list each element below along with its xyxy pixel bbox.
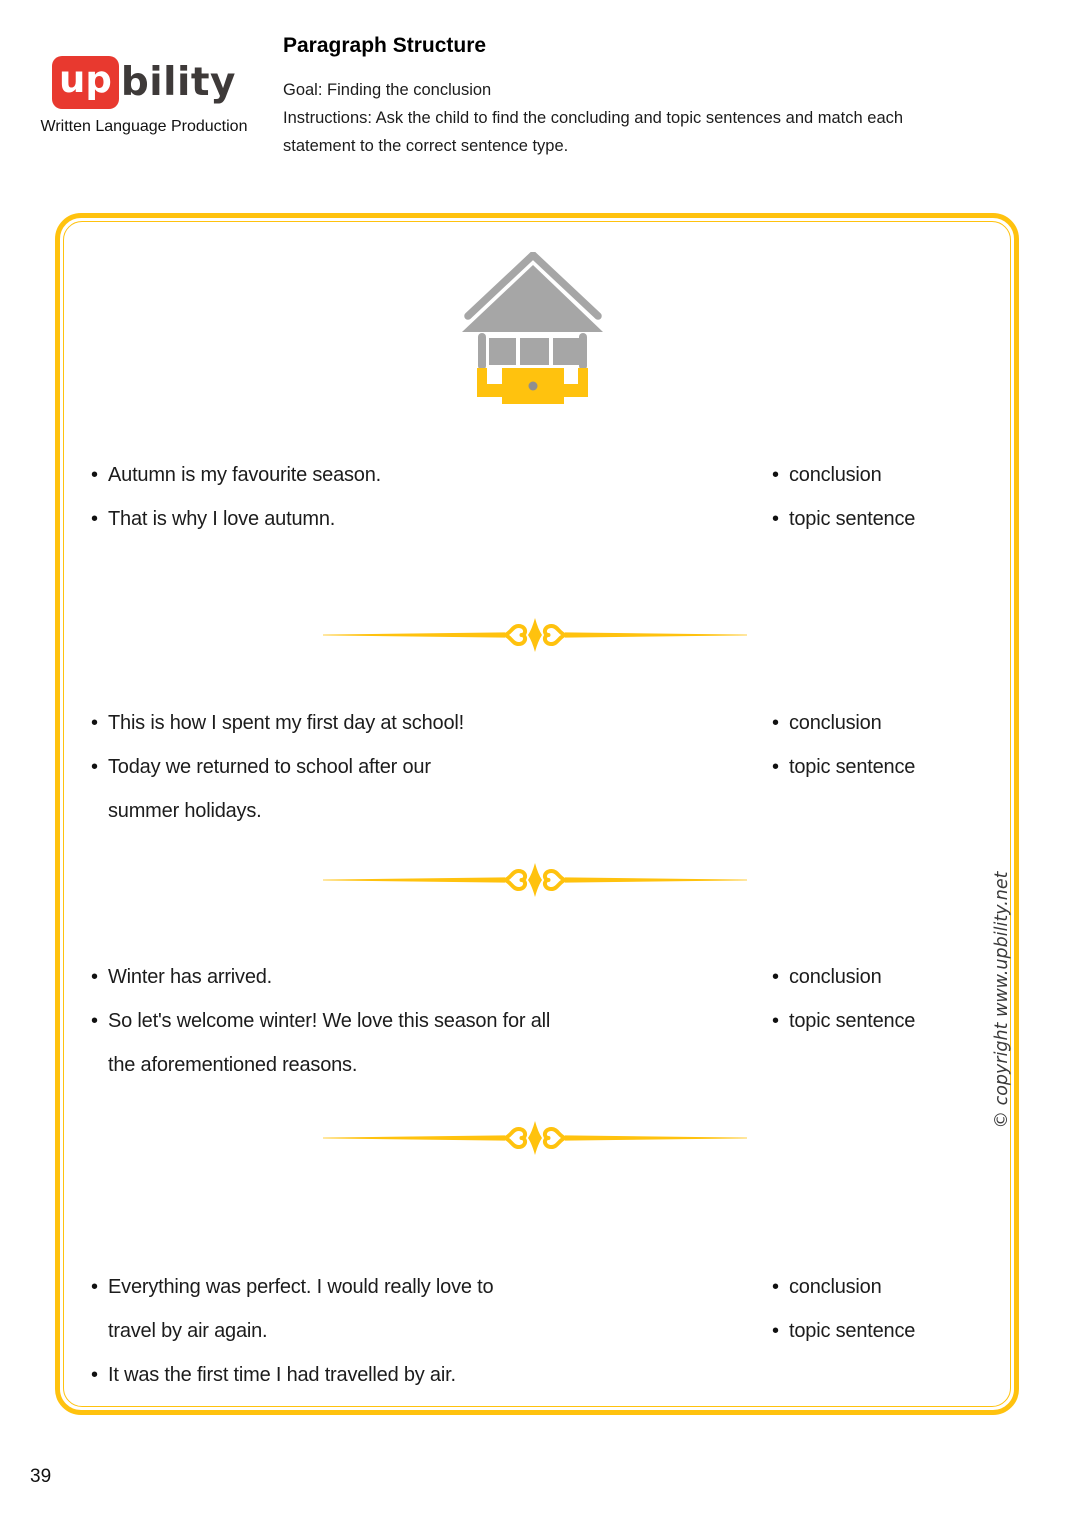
option-label: topic sentence (789, 1320, 916, 1342)
statement-list (91, 955, 691, 1087)
statement-line: summer holidays. (108, 800, 262, 822)
statement-line: travel by air again. (108, 1320, 268, 1342)
statement-line: So let's welcome winter! We love this season for all (108, 1010, 551, 1032)
statement-line: That is why I love autumn. (108, 508, 336, 530)
option-conclusion[interactable] (772, 701, 1007, 745)
bullet-icon: • (91, 464, 99, 486)
option-conclusion[interactable] (772, 1265, 1007, 1309)
brand-subtitle: Written Language Production (40, 118, 248, 135)
page-number: 39 (30, 1466, 52, 1487)
option-label: conclusion (789, 712, 882, 734)
option-topic-sentence[interactable] (772, 497, 1007, 541)
option-label: topic sentence (789, 756, 916, 778)
statement-item[interactable] (91, 453, 691, 497)
instructions-line: Instructions: Ask the child to find the concluding and topic sentences and match each (283, 109, 904, 127)
option-topic-sentence[interactable] (772, 745, 1007, 789)
statement-line: This is how I spent my first day at school! (108, 712, 464, 734)
statement-item[interactable] (91, 497, 691, 541)
statement-list (91, 1265, 691, 1397)
bullet-icon: • (772, 1276, 780, 1298)
option-conclusion[interactable] (772, 453, 1007, 497)
bullet-icon: • (772, 712, 780, 734)
bullet-icon: • (91, 966, 99, 988)
option-label: conclusion (789, 1276, 882, 1298)
statement-item[interactable] (91, 999, 691, 1087)
statement-item[interactable] (91, 955, 691, 999)
bullet-icon: • (772, 966, 780, 988)
divider-ornament (323, 860, 747, 900)
header-text (283, 32, 1013, 160)
instructions-line: statement to the correct sentence type. (283, 137, 569, 155)
option-list (772, 453, 1007, 541)
option-topic-sentence[interactable] (772, 999, 1007, 1043)
statement-item[interactable] (91, 1353, 691, 1397)
bullet-icon: • (772, 464, 780, 486)
upbility-logo (28, 56, 260, 109)
page-title: Paragraph Structure (283, 34, 487, 57)
option-label: conclusion (789, 966, 882, 988)
bullet-icon: • (91, 756, 99, 778)
statement-line: Winter has arrived. (108, 966, 273, 988)
bullet-icon: • (772, 508, 780, 530)
statement-item[interactable] (91, 1265, 691, 1353)
bullet-icon: • (91, 1364, 99, 1386)
bullet-icon: • (772, 1320, 780, 1342)
option-topic-sentence[interactable] (772, 1309, 1007, 1353)
logo-bility-text: bility (120, 60, 236, 105)
option-label: topic sentence (789, 1010, 916, 1032)
bullet-icon: • (772, 1010, 780, 1032)
statement-item[interactable] (91, 745, 691, 833)
statement-line: Today we returned to school after our (108, 756, 431, 778)
house-icon (462, 252, 603, 404)
option-label: topic sentence (789, 508, 916, 530)
option-list (772, 1265, 1007, 1353)
statement-item[interactable] (91, 701, 691, 745)
bullet-icon: • (91, 712, 99, 734)
statement-list (91, 701, 691, 833)
bullet-icon: • (91, 1276, 99, 1298)
bullet-icon: • (772, 756, 780, 778)
statement-line: the aforementioned reasons. (108, 1054, 358, 1076)
option-label: conclusion (789, 464, 882, 486)
worksheet-frame (55, 213, 1019, 1415)
option-list (772, 701, 1007, 789)
statement-line: Everything was perfect. I would really love to (108, 1276, 494, 1298)
bullet-icon: • (91, 508, 99, 530)
divider-ornament (323, 1118, 747, 1158)
brand-block (28, 56, 260, 136)
bullet-icon: • (91, 1010, 99, 1032)
statement-line: Autumn is my favourite season. (108, 464, 382, 486)
statement-line: It was the first time I had travelled by air. (108, 1364, 456, 1386)
goal-text: Goal: Finding the conclusion (283, 81, 492, 99)
statement-list (91, 453, 691, 541)
copyright-vertical-text: © copyright www.upbility.net (992, 871, 1012, 1129)
option-conclusion[interactable] (772, 955, 1007, 999)
option-list (772, 955, 1007, 1043)
divider-ornament (323, 615, 747, 655)
logo-up-badge: up (52, 56, 119, 109)
